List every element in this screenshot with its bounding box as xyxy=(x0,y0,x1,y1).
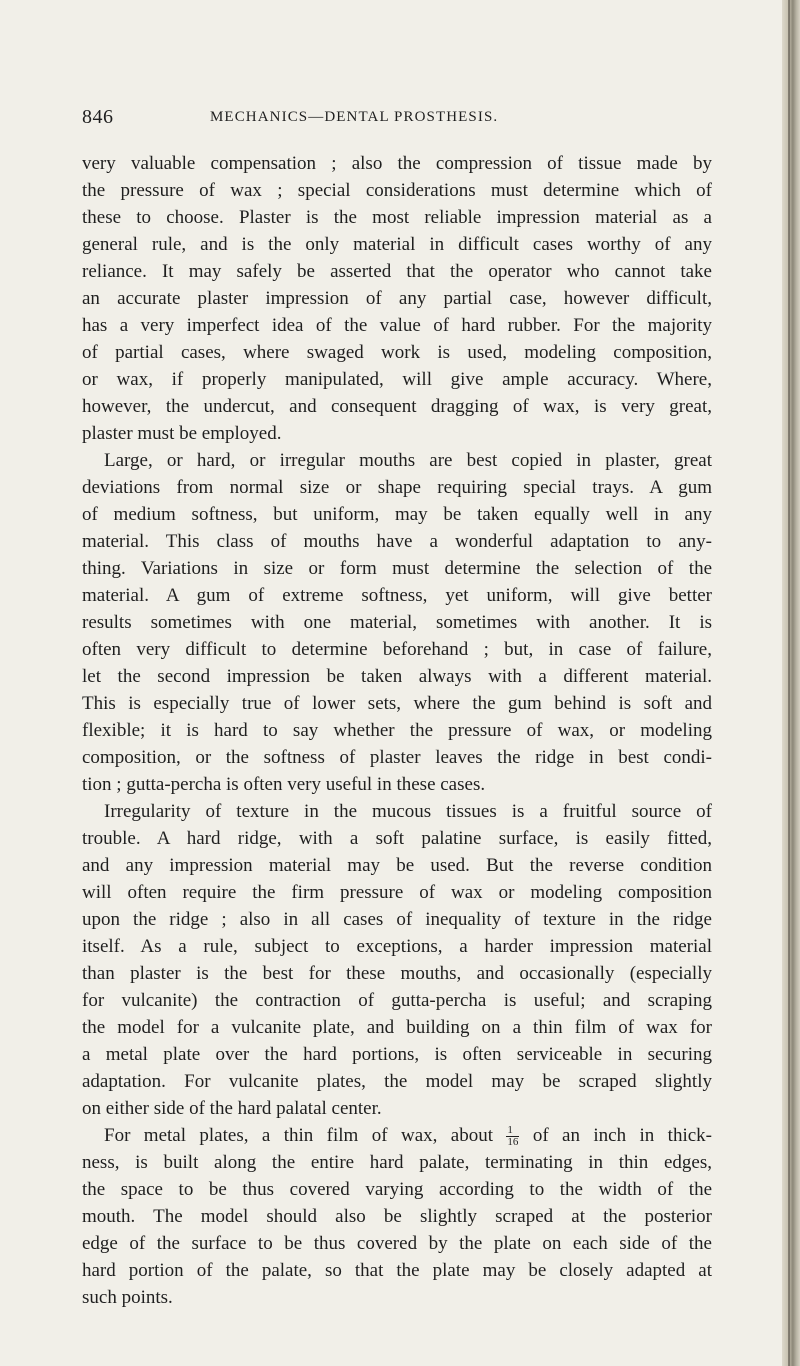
text-line: or wax, if properly manipulated, will give ample accuracy. Where, xyxy=(82,369,712,390)
text-line: the space to be thus covered varying according to the width of the xyxy=(82,1179,712,1200)
text-line: hard portion of the palate, so that the plate may be closely adapted at xyxy=(82,1260,712,1281)
text-line: such points. xyxy=(82,1287,173,1308)
text-line: of partial cases, where swaged work is used, modeling composition, xyxy=(82,342,712,363)
text-line: let the second impression be taken always with a different material. xyxy=(82,666,712,687)
text-line: reliance. It may safely be asserted that the operator who cannot take xyxy=(82,261,712,282)
text-line: plaster must be employed. xyxy=(82,423,282,444)
fraction-denominator: 16 xyxy=(507,1136,519,1149)
fraction-line xyxy=(82,1122,712,1149)
page-edge-line xyxy=(788,0,790,1366)
page-header xyxy=(82,106,702,136)
text-line: very valuable compensation ; also the compression of tissue made by xyxy=(82,153,712,174)
text-line: trouble. A hard ridge, with a soft palatine surface, is easily fitted, xyxy=(82,828,712,849)
text-line: thing. Variations in size or form must determine the selection of the xyxy=(82,558,712,579)
text-line: on either side of the hard palatal center. xyxy=(82,1098,382,1119)
text-line: has a very imperfect idea of the value of hard rubber. For the majority xyxy=(82,315,712,336)
text-line: the pressure of wax ; special considerations must determine which of xyxy=(82,180,712,201)
text-line: than plaster is the best for these mouths, and occasionally (especially xyxy=(82,963,712,984)
text-line: an accurate plaster impression of any partial case, however difficult, xyxy=(82,288,712,309)
text-line: upon the ridge ; also in all cases of inequality of texture in the ridge xyxy=(82,909,712,930)
text-line: results sometimes with one material, sometimes with another. It is xyxy=(82,612,712,633)
text-line: a metal plate over the hard portions, is often serviceable in securing xyxy=(82,1044,712,1065)
text-line: however, the undercut, and consequent dragging of wax, is very great, xyxy=(82,396,712,417)
text-line: for vulcanite) the contraction of gutta-percha is useful; and scraping xyxy=(82,990,712,1011)
fraction-numerator: 1 xyxy=(506,1125,519,1137)
text-line: these to choose. Plaster is the most reliable impression material as a xyxy=(82,207,712,228)
text-line: Irregularity of texture in the mucous tissues is a fruitful source of xyxy=(104,801,712,822)
text-line: deviations from normal size or shape requiring special trays. A gum xyxy=(82,477,712,498)
text-line: material. This class of mouths have a wonderful adaptation to any- xyxy=(82,531,712,552)
text-line: ness, is built along the entire hard palate, terminating in thin edges, xyxy=(82,1152,712,1173)
running-head: MECHANICS—DENTAL PROSTHESIS. xyxy=(210,109,499,125)
text-line: the model for a vulcanite plate, and building on a thin film of wax for xyxy=(82,1017,712,1038)
fraction-line-before: For metal plates, a thin film of wax, about xyxy=(104,1125,493,1146)
text-line: of medium softness, but uniform, may be taken equally well in any xyxy=(82,504,712,525)
page-number: 846 xyxy=(82,106,114,128)
text-line: general rule, and is the only material in difficult cases worthy of any xyxy=(82,234,712,255)
text-line: flexible; it is hard to say whether the pressure of wax, or modeling xyxy=(82,720,712,741)
text-line: Large, or hard, or irregular mouths are best copied in plaster, great xyxy=(104,450,712,471)
text-line: edge of the surface to be thus covered by the plate on each side of the xyxy=(82,1233,712,1254)
text-line: material. A gum of extreme softness, yet uniform, will give better xyxy=(82,585,712,606)
text-line: and any impression material may be used. But the reverse condition xyxy=(82,855,712,876)
text-line: tion ; gutta-percha is often very useful in these cases. xyxy=(82,774,486,795)
body-text xyxy=(82,150,712,1311)
text-line: will often require the firm pressure of wax or modeling composition xyxy=(82,882,712,903)
page-edge-shadow xyxy=(782,0,800,1366)
fraction-line-after: of an inch in thick- xyxy=(532,1125,712,1146)
fraction-one-sixteenth xyxy=(506,1125,519,1148)
text-line: adaptation. For vulcanite plates, the model may be scraped slightly xyxy=(82,1071,712,1092)
text-line: composition, or the softness of plaster leaves the ridge in best condi- xyxy=(82,747,712,768)
text-line: often very difficult to determine beforehand ; but, in case of failure, xyxy=(82,639,712,660)
text-line: This is especially true of lower sets, where the gum behind is soft and xyxy=(82,693,712,714)
text-line: mouth. The model should also be slightly scraped at the posterior xyxy=(82,1206,712,1227)
text-line: itself. As a rule, subject to exceptions, a harder impression material xyxy=(82,936,712,957)
